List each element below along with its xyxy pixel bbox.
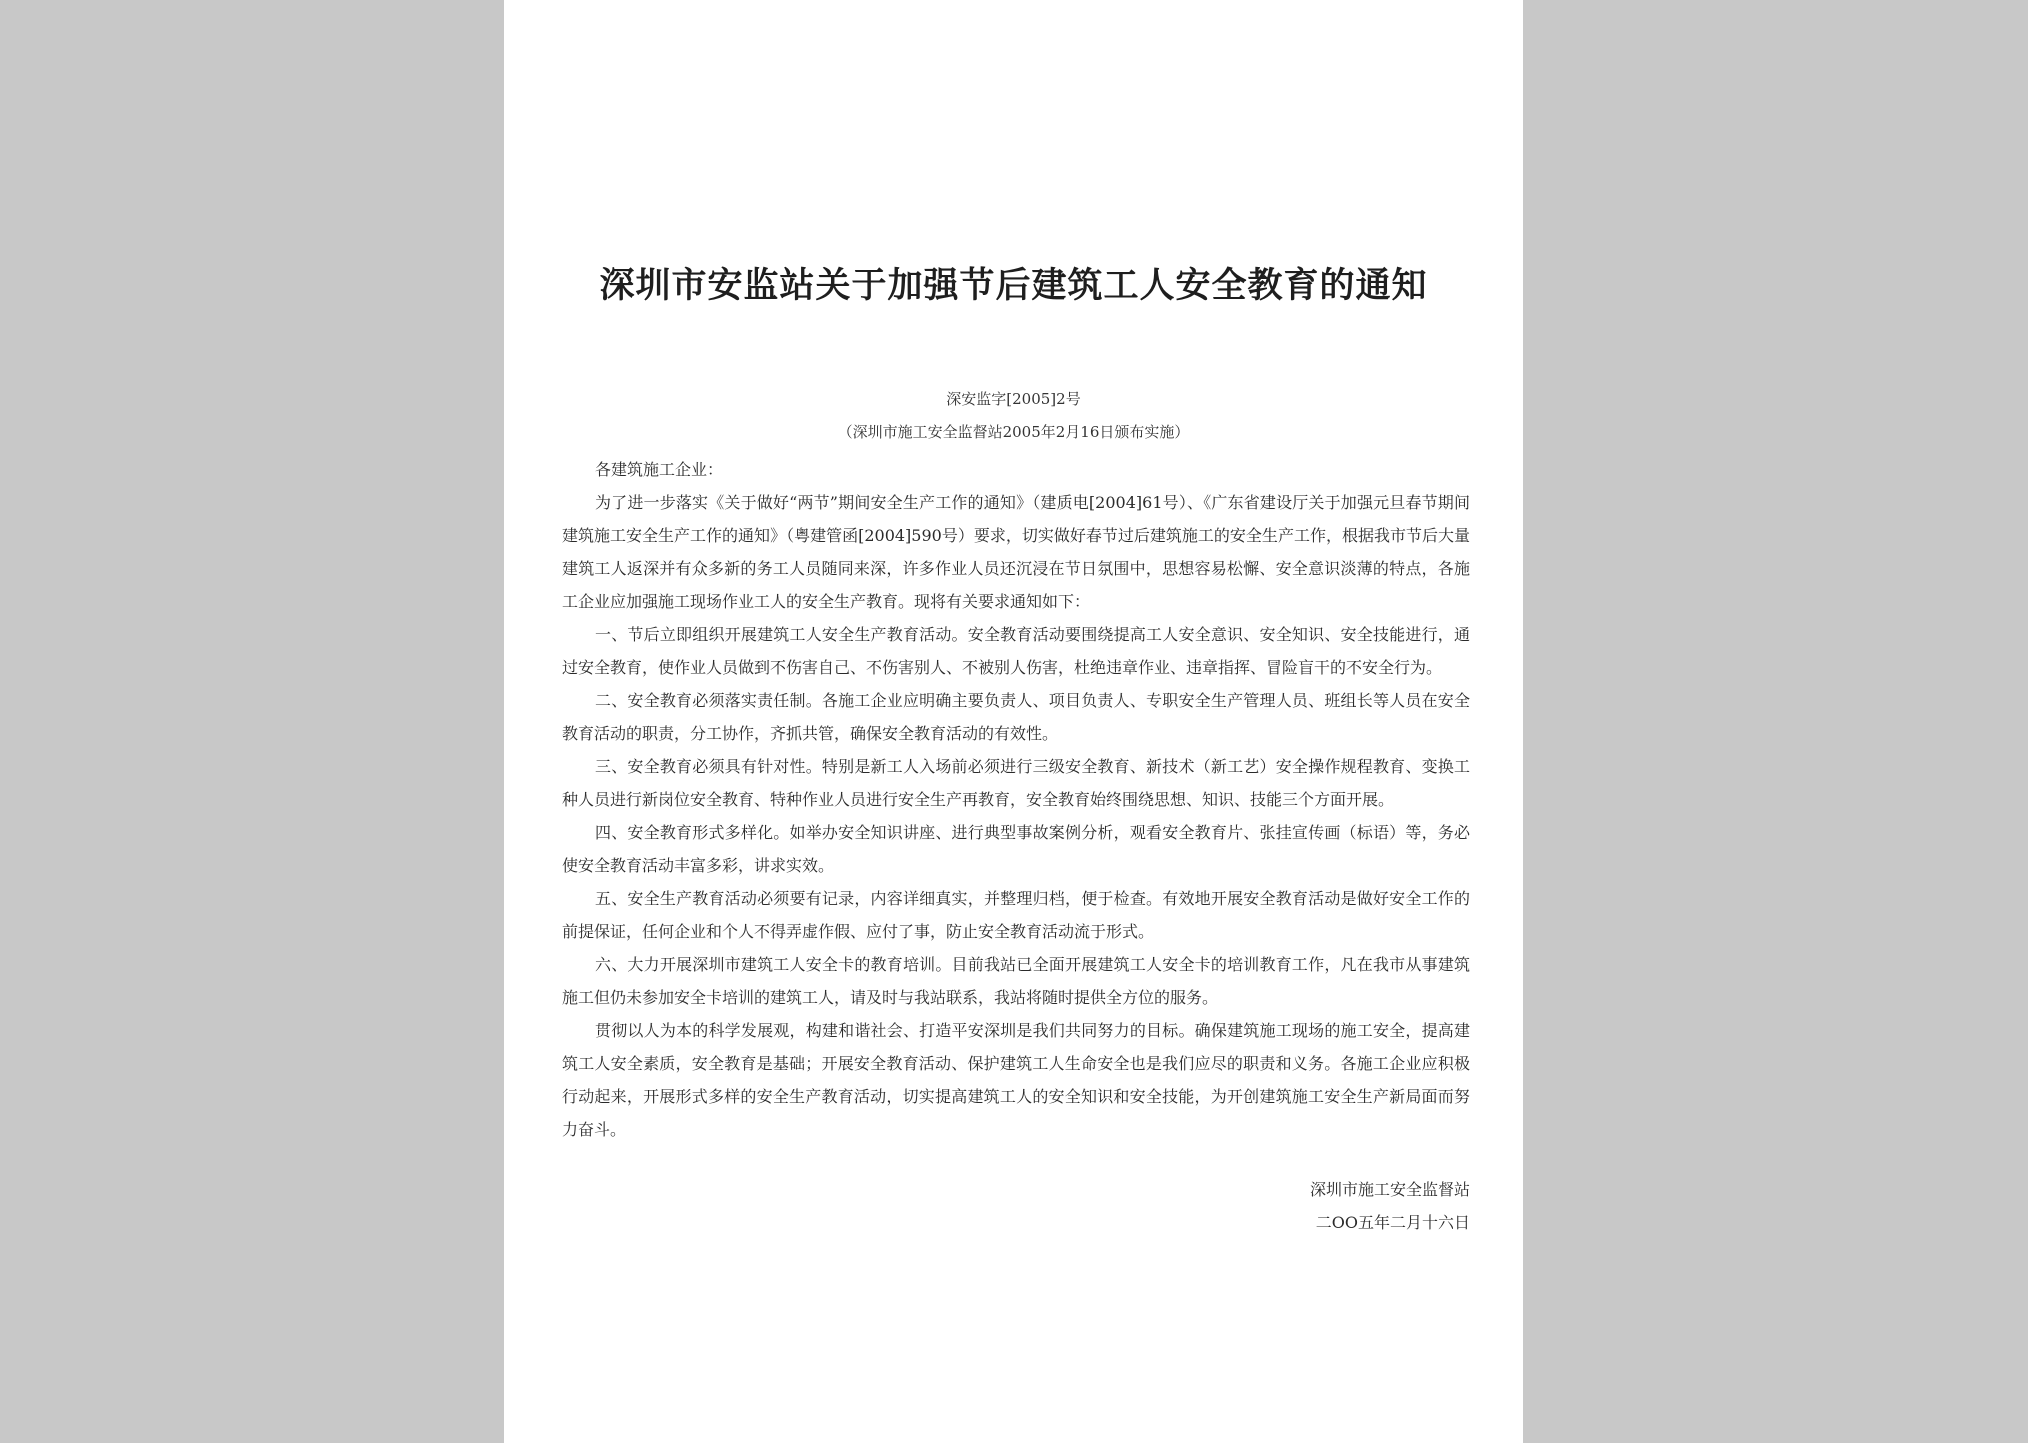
document-title: 深圳市安监站关于加强节后建筑工人安全教育的通知 <box>599 265 1428 306</box>
document-number: 深安监字[2005]2号 <box>946 390 1081 408</box>
paragraph: 贯彻以人为本的科学发展观，构建和谐社会、打造平安深圳是我们共同努力的目标。确保建筑施工现场的施工安全，提高建筑工人安全素质，安全教育是基础；开展安全教育活动、保护建筑工人生命安全也是我们应尽的职责和义务。各施工企业应积极行动起来，开展形式多样的安全生产教育活动，切实提高建筑工人的安全知识和安全技能，为开创建筑施工安全生产新局面而努力奋斗。 <box>562 1021 1470 1139</box>
issued-note: （深圳市施工安全监督站2005年2月16日颁布实施） <box>837 423 1190 441</box>
paragraph: 四、安全教育形式多样化。如举办安全知识讲座、进行典型事故案例分析，观看安全教育片、张挂宣传画（标语）等，务必使安全教育活动丰富多彩，讲求实效。 <box>562 823 1470 875</box>
document-page <box>504 0 1523 1443</box>
issue-date: 二OO五年二月十六日 <box>1315 1213 1470 1232</box>
signature-block <box>1310 1173 1470 1239</box>
document-body <box>562 453 1470 1146</box>
paragraph: 二、安全教育必须落实责任制。各施工企业应明确主要负责人、项目负责人、专职安全生产管理人员、班组长等人员在安全教育活动的职责，分工协作，齐抓共管，确保安全教育活动的有效性。 <box>562 691 1470 743</box>
issuer-name: 深圳市施工安全监督站 <box>1309 1180 1470 1199</box>
paragraph: 五、安全生产教育活动必须要有记录，内容详细真实，并整理归档，便于检查。有效地开展安全教育活动是做好安全工作的前提保证，任何企业和个人不得弄虚作假、应付了事，防止安全教育活动流于形式。 <box>562 889 1470 941</box>
paragraph: 为了进一步落实《关于做好“两节”期间安全生产工作的通知》（建质电[2004]61号）、《广东省建设厅关于加强元旦春节期间建筑施工安全生产工作的通知》（粤建管函[2004]590号）要求，切实做好春节过后建筑施工的安全生产工作，根据我市节后大量建筑工人返深并有众多新的务工人员随同来深，许多作业人员还沉浸在节日氛围中，思想容易松懈、安全意识淡薄的特点，各施工企业应加强施工现场作业工人的安全生产教育。现将有关要求通知如下： <box>562 493 1470 611</box>
paragraph: 一、节后立即组织开展建筑工人安全生产教育活动。安全教育活动要围绕提高工人安全意识、安全知识、安全技能进行，通过安全教育，使作业人员做到不伤害自己、不伤害别人、不被别人伤害，杜绝违章作业、违章指挥、冒险盲干的不安全行为。 <box>562 625 1470 677</box>
salutation: 各建筑施工企业： <box>595 460 724 479</box>
paragraph: 六、大力开展深圳市建筑工人安全卡的教育培训。目前我站已全面开展建筑工人安全卡的培训教育工作，凡在我市从事建筑施工但仍未参加安全卡培训的建筑工人，请及时与我站联系，我站将随时提供全方位的服务。 <box>562 955 1470 1007</box>
paragraph: 三、安全教育必须具有针对性。特别是新工人入场前必须进行三级安全教育、新技术（新工艺）安全操作规程教育、变换工种人员进行新岗位安全教育、特种作业人员进行安全生产再教育，安全教育始终围绕思想、知识、技能三个方面开展。 <box>562 757 1470 809</box>
